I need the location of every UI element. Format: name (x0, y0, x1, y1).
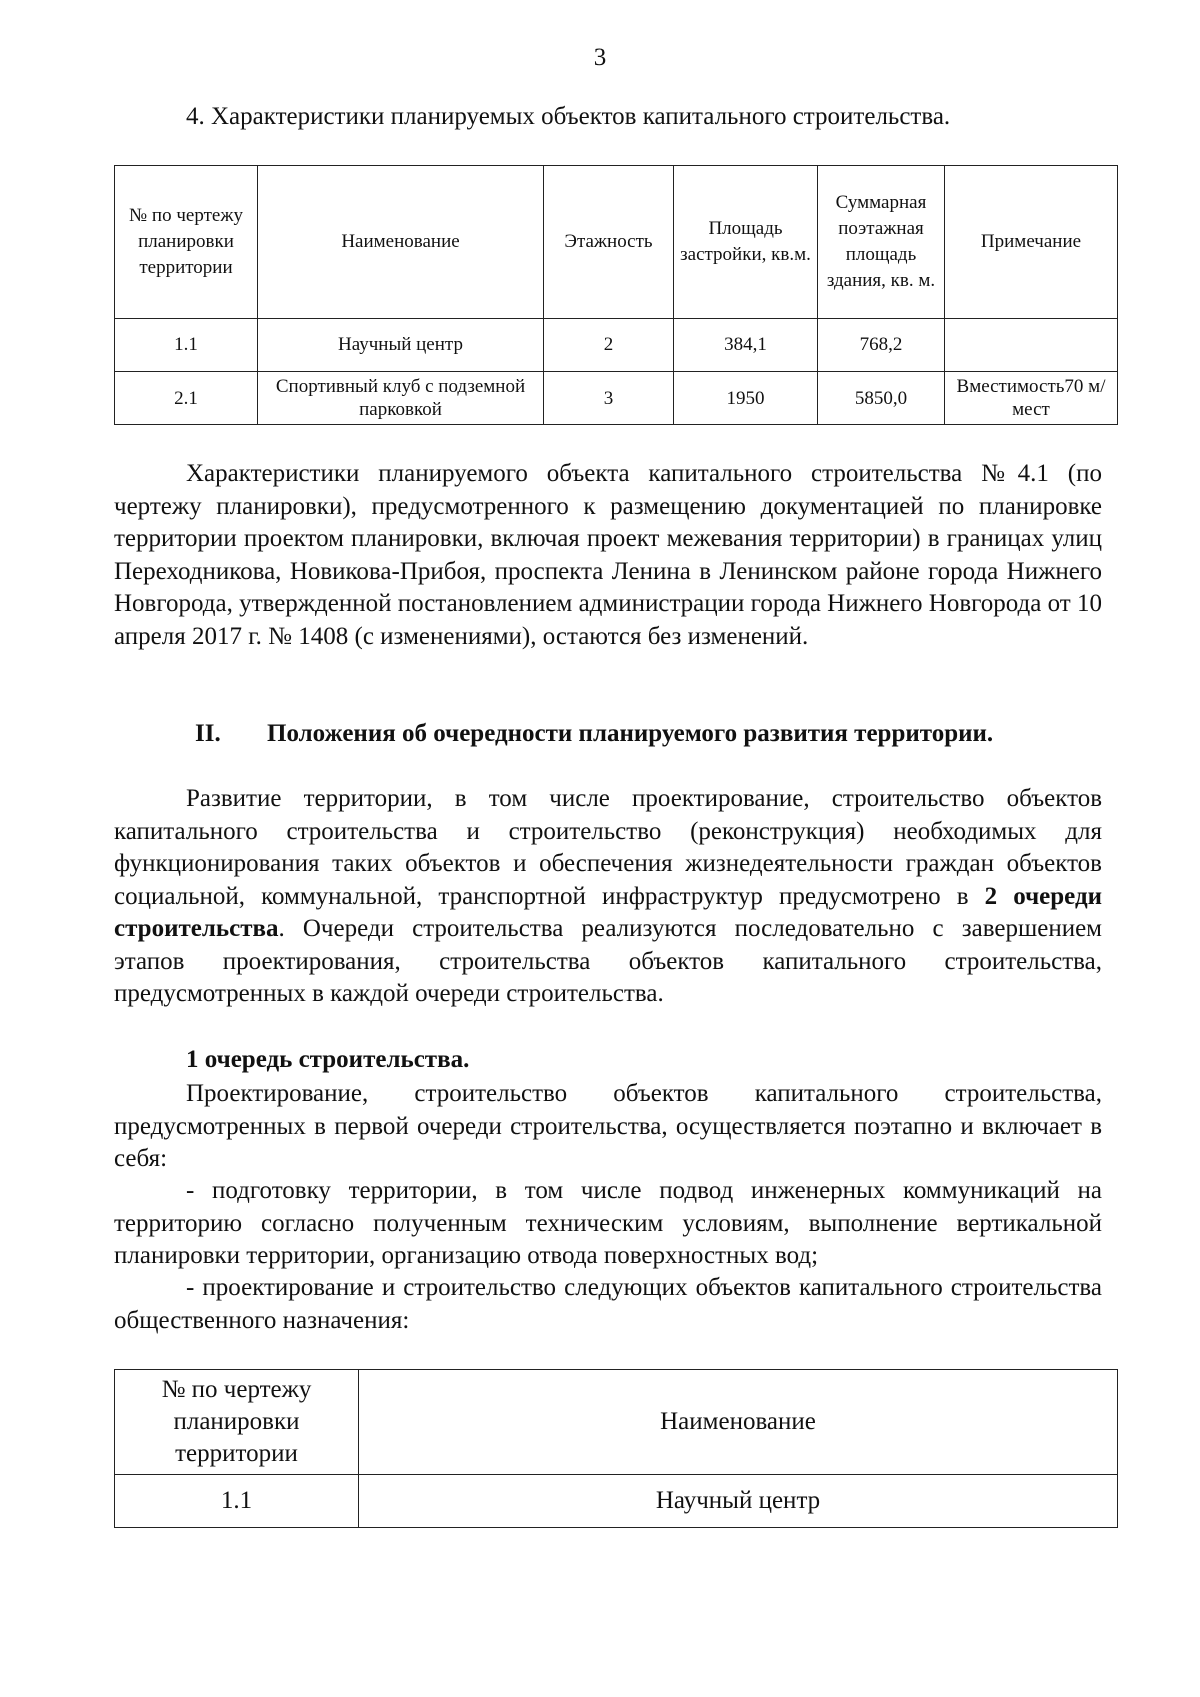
paragraph-queue-1-intro (114, 1078, 1102, 1176)
cell-number: 1.1 (115, 319, 258, 372)
section-2-title: Положения об очередности планируемого развития территории. (267, 720, 994, 747)
paragraph-text: Характеристики планируемого объекта капитального строительства №4.1 (по чертежу планировки), предусмотренного к размещению документацией по планировке территории проектом планировки, включая проект межевания территории) в границах улиц Переходникова, Новикова-Прибоя, проспекта Ленина в Ленинском районе города Нижнего Новгорода, утвержденной постановлением администрации города Нижнего Новгорода от 10 апреля 2017 г. № 1408 (с изменениями), остаются без изменений. (114, 460, 1102, 650)
cell-built-area: 384,1 (674, 319, 818, 372)
section-2-heading (195, 720, 993, 748)
header-cell-total-area: Суммарная поэтажная площадь здания, кв. м. (818, 166, 945, 319)
paragraph-development-queues (114, 783, 1102, 1011)
paragraph-text-before: Развитие территории, в том числе проектирование, строительство объектов капитального строительства и строительство (реконструкция) необходимых для функционирования таких объектов и обеспечения жизнедеятельности граждан объектов социальной, коммунальной, транспортной инфраструктур предусмотрено в (114, 785, 1102, 910)
page-number: 3 (593, 44, 607, 71)
table-row (115, 1475, 1118, 1528)
objects-characteristics-table (114, 165, 1118, 425)
cell-name: Научный центр (258, 319, 544, 372)
cell-note (945, 319, 1118, 372)
cell-name: Спортивный клуб с подземной парковкой (258, 372, 544, 425)
cell-note: Вместимость70 м/мест (945, 372, 1118, 425)
cell-number: 2.1 (115, 372, 258, 425)
table-header-row (115, 1370, 1118, 1475)
cell-total-area: 768,2 (818, 319, 945, 372)
header-cell-name: Наименование (359, 1370, 1118, 1475)
table-row (115, 319, 1118, 372)
cell-floors: 3 (544, 372, 674, 425)
section-4-heading: 4. Характеристики планируемых объектов капитального строительства. (186, 103, 951, 130)
header-cell-number: № по чертежу планировки территории (115, 166, 258, 319)
paragraph-object-4-1 (114, 458, 1102, 653)
bullet-site-preparation (114, 1175, 1102, 1273)
header-cell-name: Наименование (258, 166, 544, 319)
paragraph-text: Проектирование, строительство объектов капитального строительства, предусмотренных в первой очереди строительства, осуществляется поэтапно и включает в себя: (114, 1080, 1102, 1172)
paragraph-bold-phrase: 2 очереди строительства (114, 882, 1102, 942)
section-2-number: II. (195, 720, 221, 747)
cell-number: 1.1 (115, 1475, 359, 1528)
bullet-design-construction (114, 1272, 1102, 1337)
table-header-row (115, 166, 1118, 319)
cell-floors: 2 (544, 319, 674, 372)
table-row (115, 372, 1118, 425)
cell-built-area: 1950 (674, 372, 818, 425)
queue-1-heading: 1 очередь строительства. (186, 1046, 470, 1073)
cell-total-area: 5850,0 (818, 372, 945, 425)
header-cell-number: № по чертежу планировки территории (115, 1370, 359, 1475)
header-cell-built-area: Площадь застройки, кв.м. (674, 166, 818, 319)
header-cell-note: Примечание (945, 166, 1118, 319)
bullet-text: - проектирование и строительство следующих объектов капитального строительства общественного назначения: (114, 1274, 1102, 1334)
header-cell-floors: Этажность (544, 166, 674, 319)
paragraph-text-after: . Очереди строительства реализуются последовательно с завершением этапов проектирования, строительства объектов капитального строительства, предусмотренных в каждой очереди строительства. (114, 915, 1102, 1007)
cell-name: Научный центр (359, 1475, 1118, 1528)
queue-1-objects-table (114, 1369, 1118, 1528)
bullet-text: - подготовку территории, в том числе подвод инженерных коммуникаций на территорию согласно полученным техническим условиям, выполнение вертикальной планировки территории, организацию отвода поверхностных вод; (114, 1177, 1102, 1269)
